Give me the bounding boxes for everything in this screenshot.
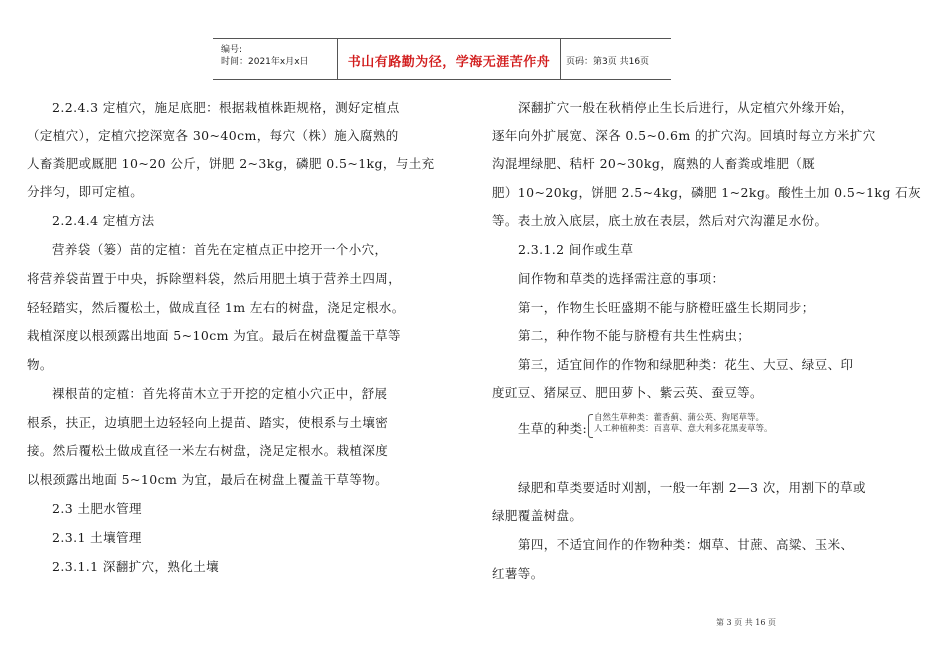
left-heading-2-2-4-4: 2.2.4.4 定植方法 bbox=[52, 213, 155, 228]
left-line-9: 栽植深度以根颈露出地面 5~10cm 为宜。最后在树盘覆盖干草等 bbox=[27, 328, 401, 343]
page-footer: 第 3 页 共 16 页 bbox=[716, 618, 776, 627]
right-heading-2-3-1-2: 2.3.1.2 间作或生草 bbox=[518, 242, 634, 257]
left-line-3: 人畜粪肥或厩肥 10~20 公斤，饼肥 2~3kg，磷肥 0.5~1kg，与土充 bbox=[27, 156, 435, 171]
grass-natural-types: 自然生草种类：藿香蓟、蒲公英、狗尾草等。 bbox=[594, 413, 765, 423]
right-after-line-1: 绿肥和草类要适时刈割，一般一年割 2—3 次，用割下的草或 bbox=[518, 480, 866, 495]
right-line-7: 间作物和草类的选择需注意的事项： bbox=[518, 271, 725, 286]
left-heading-2-3-1-1: 2.3.1.1 深翻扩穴，熟化土壤 bbox=[52, 559, 220, 574]
right-line-11: 度豇豆、猪屎豆、肥田萝卜、紫云英、蚕豆等。 bbox=[492, 385, 763, 400]
grass-types-label: 生草的种类: bbox=[518, 421, 588, 436]
header-motto: 书山有路勤为径，学海无涯苦作舟 bbox=[347, 55, 551, 70]
left-line-8: 轻轻踏实，然后覆松土，做成直径 1m 左右的树盘，浇足定根水。 bbox=[27, 300, 405, 315]
document-number-label: 编号: bbox=[221, 45, 243, 55]
right-line-1: 深翻扩穴一般在秋梢停止生长后进行，从定植穴外缘开始， bbox=[518, 100, 854, 115]
left-line-11: 裸根苗的定植：首先将苗木立于开挖的定植小穴正中，舒展 bbox=[52, 386, 388, 401]
document-date-label: 时间：2021年x月x日 bbox=[221, 57, 309, 67]
left-line-7: 将营养袋苗置于中央，拆除塑料袋，然后用肥土填于营养土四周， bbox=[27, 271, 402, 286]
page-header bbox=[213, 38, 671, 80]
right-after-line-2: 绿肥覆盖树盘。 bbox=[492, 508, 583, 523]
right-line-4: 肥）10~20kg，饼肥 2.5~4kg，磷肥 1~2kg。酸性土加 0.5~1kg 石灰 bbox=[492, 185, 921, 200]
left-line-13: 接。然后覆松土做成直径一米左右树盘，浇足定根水。栽植深度 bbox=[27, 443, 389, 458]
header-motto-cell bbox=[337, 39, 561, 79]
grass-types-brace bbox=[588, 414, 593, 438]
header-page-cell bbox=[560, 39, 671, 79]
right-line-5: 等。表土放入底层，底土放在表层，然后对穴沟灌足水份。 bbox=[492, 213, 828, 228]
left-line-12: 根系，扶正，边填肥土边轻轻向上提苗、踏实，使根系与土壤密 bbox=[27, 415, 389, 430]
right-line-2: 逐年向外扩展宽、深各 0.5~0.6m 的扩穴沟。回填时每立方米扩穴 bbox=[492, 128, 876, 143]
left-line-2: （定植穴），定植穴挖深宽各 30~40cm，每穴（株）施入腐熟的 bbox=[27, 128, 399, 143]
right-line-8: 第一，作物生长旺盛期不能与脐橙旺盛生长期同步； bbox=[518, 300, 815, 315]
right-line-9: 第二，种作物不能与脐橙有共生性病虫； bbox=[518, 328, 751, 343]
right-after-line-3: 第四，不适宜间作的作物种类：烟草、甘蔗、高粱、玉米、 bbox=[518, 537, 854, 552]
left-line-10: 物。 bbox=[27, 357, 53, 372]
left-line-1: 2.2.4.3 定植穴，施足底肥：根据栽植株距规格，测好定植点 bbox=[52, 100, 400, 115]
grass-planted-types: 人工种植种类：百喜草、意大利多花黑麦草等。 bbox=[594, 424, 773, 434]
right-line-3: 沟混埋绿肥、秸杆 20~30kg，腐熟的人畜粪或堆肥（厩 bbox=[492, 156, 816, 171]
left-line-6: 营养袋（篓）苗的定植：首先在定植点正中挖开一个小穴， bbox=[52, 242, 388, 257]
header-page-number: 页码：第3页 共16页 bbox=[566, 57, 650, 67]
left-heading-2-3-1: 2.3.1 土壤管理 bbox=[52, 530, 142, 545]
left-line-14: 以根颈露出地面 5~10cm 为宜，最后在树盘上覆盖干草等物。 bbox=[27, 472, 389, 487]
header-info-cell bbox=[213, 39, 337, 79]
left-line-4: 分拌匀，即可定植。 bbox=[27, 184, 144, 199]
right-line-10: 第三，适宜间作的作物和绿肥种类：花生、大豆、绿豆、印 bbox=[518, 357, 854, 372]
right-after-line-4: 红薯等。 bbox=[492, 566, 544, 581]
left-heading-2-3: 2.3 土肥水管理 bbox=[52, 501, 142, 516]
